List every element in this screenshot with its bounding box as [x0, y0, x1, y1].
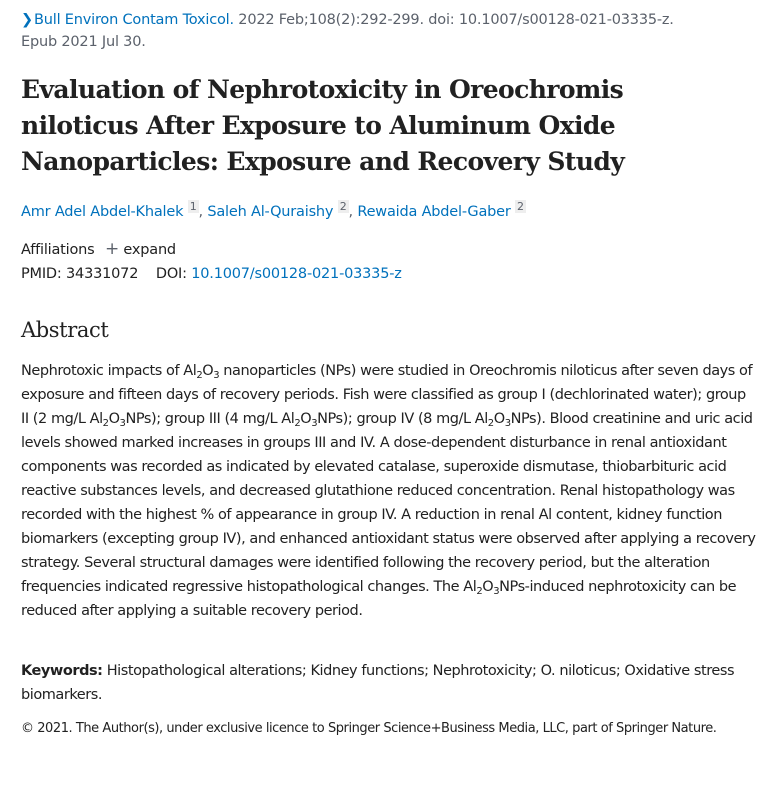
article-title: Evaluation of Nephrotoxicity in Oreochromis niloticus After Exposure to Aluminum Oxide Nanoparticles: Exposure and Recovery Study [21, 75, 625, 176]
chevron-right-icon[interactable]: ❯ [21, 12, 33, 28]
pmid-label: PMID: [21, 266, 62, 282]
copyright: © 2021. The Author(s), under exclusive licence to Springer Science+Business Media, LLC, part of Springer Nature. [21, 721, 717, 736]
affiliations-label: Affiliations [21, 242, 95, 258]
plus-icon: + [104, 239, 119, 259]
author-link[interactable]: Rewaida Abdel-Gaber [357, 203, 511, 220]
identifiers [21, 266, 402, 282]
author-link[interactable]: Saleh Al-Quraishy [207, 203, 334, 220]
citation-details: 2022 Feb;108(2):292-299. doi: 10.1007/s00128-021-03335-z. [233, 12, 674, 28]
doi-label: DOI: [155, 266, 187, 282]
doi-link[interactable]: 10.1007/s00128-021-03335-z [191, 266, 402, 282]
keywords [21, 659, 756, 707]
keywords-text: Histopathological alterations; Kidney functions; Nephrotoxicity; O. niloticus; Oxidative stress biomarkers. [21, 663, 735, 703]
expand-button[interactable]: expand [123, 242, 176, 258]
affiliations-toggle[interactable] [21, 239, 176, 259]
author-link[interactable]: Amr Adel Abdel-Khalek [21, 203, 184, 220]
abstract-text: Nephrotoxic impacts of $Al_2O_3$ nanoparticles (NPs) were studied in Oreochromis niloticus after seven days of exposure and fifteen days of recovery periods. Fish were classified as group I (dechlorinated water); group II (2 mg/L $Al_2O_3NPs$); group III (4 mg/L $Al_2O_3NPs$); group IV (8 mg/L $Al_2O_3NPs$). Blood creatinine and uric acid levels showed marked increases in groups III and IV. A dose-dependent disturbance in renal antioxidant components was recorded as indicated by elevated catalase, superoxide dismutase, thiobarbituric acid reactive substances levels, and decreased glutathione reduced concentration. Renal histopathology was recorded with the highest % of appearance in group IV. A reduction in renal Al content, kidney function biomarkers (excepting group IV), and enhanced antioxidant status were observed after applying a recovery strategy. Several structural damages were identified following the recovery period, but the alteration frequencies indicated regressive histopathological changes. The $Al_2O_3NPs$-induced nephrotoxicity can be reduced after applying a suitable recovery period. [21, 363, 756, 619]
author-list: Amr Adel Abdel-Khalek $^1$ , Saleh Al-Quraishy $^2$ , Rewaida Abdel-Gaber $^2$ [21, 200, 524, 220]
journal-link[interactable]: Bull Environ Contam Toxicol. [34, 12, 234, 28]
keywords-label: Keywords: [21, 663, 103, 679]
affiliation-ref[interactable]: 2 [517, 200, 524, 213]
abstract-heading: Abstract [21, 318, 109, 342]
epub-date: Epub 2021 Jul 30. [21, 34, 146, 50]
affiliation-ref[interactable]: 1 [189, 200, 197, 213]
citation [21, 9, 761, 53]
pmid-value: 34331072 [66, 266, 139, 282]
affiliation-ref[interactable]: 2 [339, 200, 347, 213]
